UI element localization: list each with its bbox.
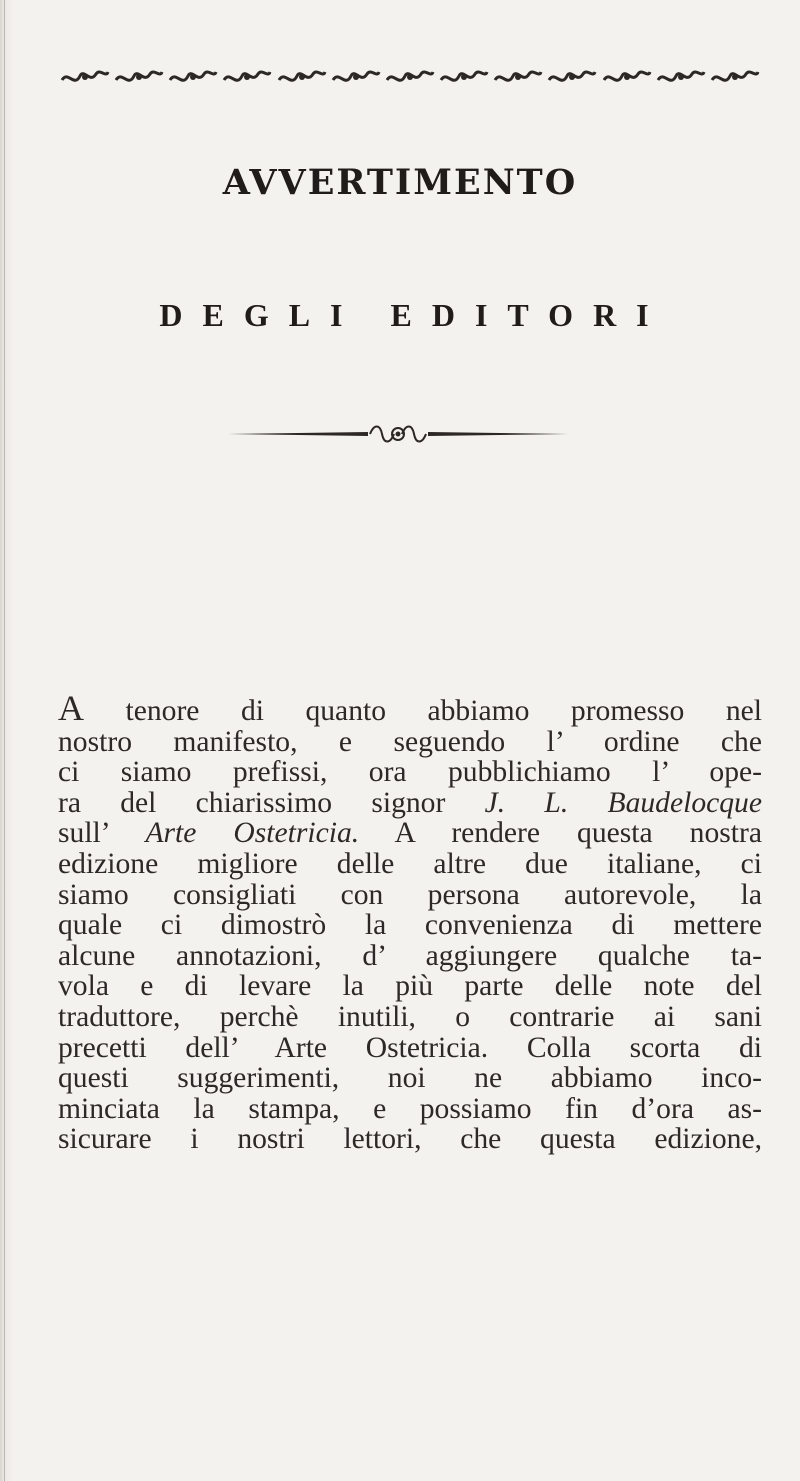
ornament-icon: [114, 62, 164, 92]
ornament-icon: [168, 62, 218, 92]
body-line: [58, 880, 762, 911]
body-line: [58, 910, 762, 941]
body-line-text: siamo consigliati con persona autorevole, la: [58, 878, 762, 911]
body-line: [58, 941, 762, 972]
body-line: [58, 1002, 762, 1033]
drop-cap: A: [58, 688, 84, 728]
body-line-text: quale ci dimostrò la convenienza di mettere: [58, 909, 762, 942]
body-line-text: alcune annotazioni, d’ aggiungere qualche ta-: [58, 939, 762, 972]
book-title: Arte Ostetricia.: [145, 817, 360, 850]
body-line-text: A rendere questa nostra: [359, 817, 762, 850]
body-line: [58, 757, 762, 788]
ornament-icon: [710, 62, 760, 92]
body-line: [58, 1124, 762, 1155]
body-line-text: vola e di levare la più parte delle note del: [58, 970, 762, 1003]
body-line-text: minciata la stampa, e possiamo fin d’ora as-: [58, 1092, 762, 1125]
ornament-icon: [602, 62, 652, 92]
body-line: [58, 1063, 762, 1094]
body-line-text: precetti dell’ Arte Ostetricia. Colla scorta di: [58, 1031, 762, 1064]
body-line-text: ra del chiarissimo signor: [58, 786, 485, 819]
body-line: [58, 727, 762, 758]
ornament-icon: [439, 62, 489, 92]
body-line-text: tenore di quanto abbiamo promesso nel: [84, 695, 762, 727]
body-line-text: edizione migliore delle altre due italiane, ci: [58, 847, 762, 880]
ornament-icon: [60, 62, 110, 92]
body-line: [58, 1094, 762, 1125]
decorative-rule: [228, 420, 568, 448]
body-line: [58, 971, 762, 1002]
body-line-text: nostro manifesto, e seguendo l’ ordine che: [58, 725, 762, 758]
page-subtitle: DEGLI EDITORI: [159, 297, 669, 333]
body-line-text: questi suggerimenti, noi ne abbiamo inco-: [58, 1062, 762, 1095]
body-line: [58, 849, 762, 880]
body-line: [58, 688, 762, 728]
ornament-icon: [656, 62, 706, 92]
body-line-text: ci siamo prefissi, ora pubblichiamo l’ ope-: [58, 756, 762, 789]
ornamental-border: [60, 58, 760, 96]
ornament-icon: [222, 62, 272, 92]
body-line-text: sull’: [58, 817, 146, 850]
body-line-text: sicurare i nostri lettori, che questa edizione,: [58, 1123, 762, 1156]
body-line-text: traduttore, perchè inutili, o contrarie ai sani: [58, 1000, 762, 1033]
body-line: [58, 818, 762, 849]
body-line: [58, 788, 762, 819]
body-paragraph: [58, 688, 762, 1156]
body-line: [58, 1033, 762, 1064]
ornament-icon: [493, 62, 543, 92]
page-title: AVVERTIMENTO: [222, 162, 578, 203]
ornament-icon: [331, 62, 381, 92]
ornament-icon: [277, 62, 327, 92]
ornament-icon: [547, 62, 597, 92]
author-name: J. L. Baudelocque: [484, 786, 762, 819]
page-edge: [0, 0, 14, 1481]
ornament-icon: [385, 62, 435, 92]
